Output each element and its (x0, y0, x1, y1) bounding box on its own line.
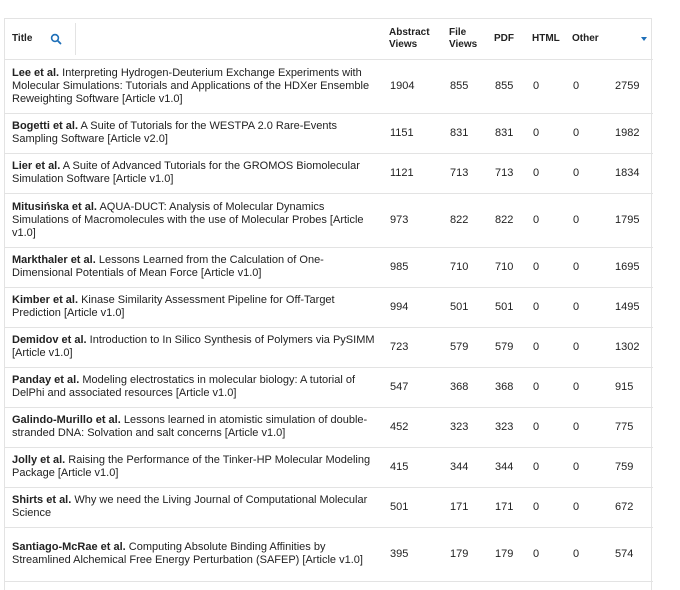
total-cell: 2759 (610, 59, 653, 113)
search-icon[interactable] (50, 33, 62, 45)
other-cell: 0 (568, 367, 610, 407)
article-title: Raising the Performance of the Tinker-HP Molecular Modeling Package [Article v1.0] (12, 454, 371, 479)
total-cell: 775 (610, 407, 653, 447)
statistics-table-panel (4, 18, 652, 590)
table-row (5, 59, 653, 113)
article-title-cell (5, 447, 385, 487)
article-title: Why we need the Living Journal of Computational Molecular Science (12, 494, 368, 519)
article-title-cell (5, 367, 385, 407)
article-title-cell (5, 287, 385, 327)
table-row (5, 487, 653, 527)
html-cell: 0 (528, 487, 568, 527)
file-views-cell: 179 (445, 527, 490, 581)
html-cell: 0 (528, 287, 568, 327)
table-body (5, 59, 653, 581)
pdf-cell: 501 (490, 287, 528, 327)
article-title: AQUA-DUCT: Analysis of Molecular Dynamics Simulations of Macromolecules with the use of Molecular Probes [Article v1.0] (12, 200, 364, 239)
total-cell: 1695 (610, 247, 653, 287)
column-header-abstract-views[interactable]: Abstract Views (385, 19, 445, 59)
total-cell: 1795 (610, 193, 653, 247)
article-views-table (5, 19, 653, 582)
table-row (5, 153, 653, 193)
html-cell: 0 (528, 527, 568, 581)
pdf-cell: 710 (490, 247, 528, 287)
pdf-cell: 323 (490, 407, 528, 447)
total-cell: 759 (610, 447, 653, 487)
article-author: Mitusińska et al. (12, 200, 97, 213)
other-cell: 0 (568, 487, 610, 527)
html-cell: 0 (528, 113, 568, 153)
article-title: Lessons learned in atomistic simulation of double-stranded DNA: Solvation and salt concerns [Article v1.0] (12, 414, 368, 439)
article-title-cell (5, 327, 385, 367)
other-cell: 0 (568, 287, 610, 327)
article-title-cell (5, 527, 385, 581)
pdf-cell: 713 (490, 153, 528, 193)
pdf-cell: 579 (490, 327, 528, 367)
table-header-row (5, 19, 653, 59)
other-cell: 0 (568, 153, 610, 193)
article-author: Santiago-McRae et al. (12, 541, 126, 553)
column-header-total-sort[interactable] (610, 19, 653, 59)
html-cell: 0 (528, 59, 568, 113)
file-views-cell: 344 (445, 447, 490, 487)
article-title: Interpreting Hydrogen-Deuterium Exchange Experiments with Molecular Simulations: Tutorials and Applications of the HDXer Ensemble Reweighting Software [Article v1.0] (12, 66, 370, 105)
article-title-cell (5, 193, 385, 247)
pdf-cell: 179 (490, 527, 528, 581)
article-title-cell (5, 153, 385, 193)
abstract-views-cell: 415 (385, 447, 445, 487)
total-cell: 1302 (610, 327, 653, 367)
abstract-views-cell: 395 (385, 527, 445, 581)
table-row (5, 327, 653, 367)
table-row (5, 247, 653, 287)
abstract-views-cell: 723 (385, 327, 445, 367)
article-title: Computing Absolute Binding Affinities by Streamlined Alchemical Free Energy Perturbation (SAFEP) [Article v1.0] (12, 541, 363, 566)
article-title-cell (5, 487, 385, 527)
table-row (5, 527, 653, 581)
abstract-views-cell: 985 (385, 247, 445, 287)
table-row (5, 287, 653, 327)
article-title: A Suite of Tutorials for the WESTPA 2.0 Rare-Events Sampling Software [Article v2.0] (12, 120, 338, 145)
total-cell: 672 (610, 487, 653, 527)
abstract-views-cell: 452 (385, 407, 445, 447)
article-title-cell (5, 113, 385, 153)
other-cell: 0 (568, 327, 610, 367)
file-views-cell: 171 (445, 487, 490, 527)
pdf-cell: 831 (490, 113, 528, 153)
other-cell: 0 (568, 447, 610, 487)
article-title: Kinase Similarity Assessment Pipeline for Off-Target Prediction [Article v1.0] (12, 294, 335, 319)
other-cell: 0 (568, 407, 610, 447)
article-author: Markthaler et al. (12, 254, 96, 266)
article-author: Lier et al. (12, 160, 61, 172)
file-views-cell: 579 (445, 327, 490, 367)
html-cell: 0 (528, 367, 568, 407)
pdf-cell: 344 (490, 447, 528, 487)
article-title: A Suite of Advanced Tutorials for the GROMOS Biomolecular Simulation Software [Article v1.0] (12, 160, 360, 185)
article-title-cell (5, 407, 385, 447)
abstract-views-cell: 501 (385, 487, 445, 527)
article-author: Panday et al. (12, 374, 80, 386)
sort-desc-icon[interactable] (641, 37, 647, 41)
column-header-file-views[interactable]: File Views (445, 19, 490, 59)
other-cell: 0 (568, 59, 610, 113)
pdf-cell: 855 (490, 59, 528, 113)
total-cell: 1982 (610, 113, 653, 153)
html-cell: 0 (528, 193, 568, 247)
article-author: Galindo-Murillo et al. (12, 414, 121, 426)
file-views-cell: 710 (445, 247, 490, 287)
table-row (5, 113, 653, 153)
html-cell: 0 (528, 407, 568, 447)
table-row (5, 367, 653, 407)
other-cell: 0 (568, 247, 610, 287)
file-views-cell: 323 (445, 407, 490, 447)
article-title-cell (5, 247, 385, 287)
pdf-cell: 171 (490, 487, 528, 527)
abstract-views-cell: 1904 (385, 59, 445, 113)
abstract-views-cell: 1151 (385, 113, 445, 153)
column-header-other[interactable]: Other (568, 19, 610, 59)
article-author: Jolly et al. (12, 454, 66, 466)
article-author: Bogetti et al. (12, 120, 79, 132)
pdf-cell: 822 (490, 193, 528, 247)
abstract-views-cell: 994 (385, 287, 445, 327)
html-cell: 0 (528, 327, 568, 367)
table-row (5, 447, 653, 487)
article-title-cell (5, 59, 385, 113)
total-cell: 1495 (610, 287, 653, 327)
total-cell: 1834 (610, 153, 653, 193)
other-cell: 0 (568, 113, 610, 153)
column-header-pdf[interactable]: PDF (490, 19, 528, 59)
column-header-html[interactable]: HTML (528, 19, 568, 59)
html-cell: 0 (528, 153, 568, 193)
html-cell: 0 (528, 247, 568, 287)
other-cell: 0 (568, 527, 610, 581)
abstract-views-cell: 1121 (385, 153, 445, 193)
file-views-cell: 855 (445, 59, 490, 113)
total-cell: 915 (610, 367, 653, 407)
file-views-cell: 713 (445, 153, 490, 193)
article-author: Lee et al. (12, 66, 60, 79)
article-title: Lessons Learned from the Calculation of One-Dimensional Potentials of Mean Force [Article v1.0] (12, 254, 324, 279)
file-views-cell: 831 (445, 113, 490, 153)
article-author: Shirts et al. (12, 494, 72, 506)
table-row (5, 193, 653, 247)
total-cell: 574 (610, 527, 653, 581)
abstract-views-cell: 547 (385, 367, 445, 407)
article-title: Introduction to In Silico Synthesis of Polymers via PySIMM [Article v1.0] (12, 334, 375, 359)
column-header-title (5, 19, 385, 59)
file-views-cell: 368 (445, 367, 490, 407)
other-cell: 0 (568, 193, 610, 247)
article-author: Kimber et al. (12, 294, 79, 306)
file-views-cell: 822 (445, 193, 490, 247)
file-views-cell: 501 (445, 287, 490, 327)
html-cell: 0 (528, 447, 568, 487)
article-title: Modeling electrostatics in molecular biology: A tutorial of DelPhi and associated resources [Article v1.0] (12, 374, 356, 399)
article-author: Demidov et al. (12, 334, 87, 346)
pdf-cell: 368 (490, 367, 528, 407)
abstract-views-cell: 973 (385, 193, 445, 247)
column-header-title-label: Title (12, 32, 33, 44)
table-row (5, 407, 653, 447)
